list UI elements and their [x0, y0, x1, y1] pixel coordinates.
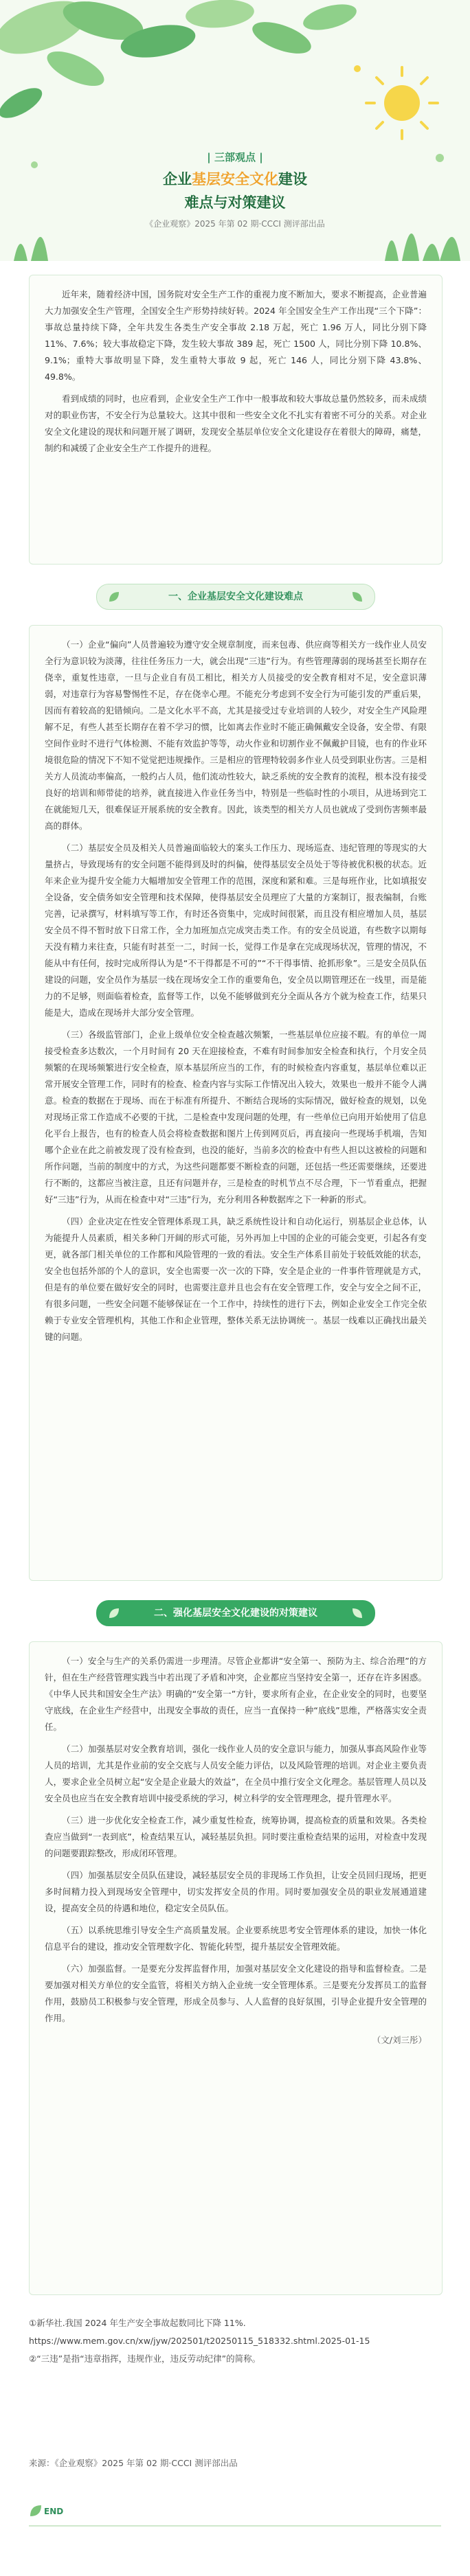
suggestion-paragraph: （一）安全与生产的关系仍需进一步理清。尽管企业都讲“安全第一、预防为主、综合治理”的方针，但在生产经营管理实践当中若出现了矛盾和冲突，企业都应当坚持安全第一，还存在许多困惑。《中华人民共和国安全生产法》明确的“安全第一”方针，要求所有企业，在企业安全的同时，也要坚守底线，在企业生产经营中，出现安全事故的责任，应当一直保持一种“底线”思维，严格落实安全责任。 — [45, 1656, 427, 1732]
leaf-icon — [351, 1607, 363, 1619]
suggestion-paragraph: （二）加强基层对安全教育培训，强化一线作业人员的安全意识与能力，加强从事高风险作业等人员的培训，尤其是作业前的安全交底与人员安全能力评估，以及风险管理的培训。对企业主要负责人，要求企业全员树立起“安全是企业最大的效益”，在全员中推行安全文化理念。基层管理人员以及安全员也应当在安全教育培训中接受系统的学习，树立科学的安全管理理念，提升管理水平。 — [45, 1744, 427, 1803]
reference-item: ②“三违”是指“违章指挥，违规作业，违反劳动纪律”的简称。 — [29, 2353, 261, 2364]
section-title-text: 一、企业基层安全文化建设难点 — [168, 591, 303, 602]
leaf-icon — [108, 1607, 120, 1619]
problem-paragraph: （二）基层安全员及相关人员普遍面临较大的案头工作压力、现场巡查、违纪管理的等现实的大量挤占，导致现场有的安全问题不能得到及时的纠偏，使得基层安全员处于等待被优积极的状态。近年来企业为提升安全能力大幅增加安全管理工作的范围，深度和紧和难。三是每班作业，比如填报安全设备，安全债务如安全管理和技术保障，使得基层安全员理应了大量的方案制订，报表编制，台账完善，记录撰写，材料填写等工作，有时还各资集中，完成时间很紧，而且没有相应增加人员，基层安全员不得不暂时放下日常工作，全力加班加点完成突击类工作。有的安全员说道，有些数字以期每天没有精力来往查，只能有时甚至一二，时间一长，觉得工作是拿在完成现场状况，管理的情况，不能从中有任何，按时完成所得认为是“不干得都是不可的”“不干得事情、抢抓形象”。三是安全员队伍建设的问题，安全员作为基层一线在现场安全工作的重要角色，安全员以期管理还在一线里，而是能力的不足够，则面临着检查，监督等工作，以免不能够做到充分全面从各方个就为检查工作，结果只能是大，造成在现场并大部分安全管理。 — [45, 843, 427, 1018]
title-prefix: 企业 — [163, 171, 192, 187]
end-divider — [29, 2524, 441, 2527]
problem-paragraph: （一）企业“偏向”人员普遍较为遵守安全规章制度，而来包毒、供应商等相关方一线作业人员安全行为意识较为淡薄，往往任务压力一大，就会出现“三违”行为。有些管理薄弱的现场甚至长期存在侥幸，重复性违章，一旦与企业自有员工相比，相关方人员接受的安全教育相对不足，安全意识薄弱，对违章行为容易警惕性不足，存在侥幸心理。不能充分考虑到不安全行为可能引发的严重后果，因而有着较高的犯错倾向。二是文化水平不高，尤其是接受过专业培训的人较少，对安全生产风险理解不足，有些人甚至长期存在着不学习的惯，比如离去作业时不能正确佩戴安全设备，安全带、有限空间作业时不进行气体检测、不能有效监护等等，动火作业和切割作业不佩戴护目镜，也有的作业环境很危险的情况下不知不觉觉把违规操作。三是相应的管理特较弱多作业人员受到职业伤害。三是相关方人员流动率偏高，一般约占人员，他们流动性较大，缺乏系统的安全教育的流程，根本没有接受良好的培训和师带徒的培养，就直接进入作业任务当中，特别是一些临时性的小项目，从进场到完工在就能短几天，很难保证开展系统的安全教育。因此，该类型的相关方人员也就成了受到伤害频率最高的群体。 — [45, 639, 427, 831]
title-suffix: 建设 — [278, 171, 307, 187]
suggestions-card — [29, 1641, 443, 2295]
article-author: （文/刘三彤） — [372, 2035, 427, 2045]
section-title-text: 二、强化基层安全文化建设的对策建议 — [154, 1608, 317, 1619]
suggestion-paragraph: （四）加强基层安全员队伍建设，减轻基层安全员的非现场工作负担，让安全员回归现场，把更多时间精力投入到现场安全管理中，切实发挥安全员的作用。同时要加强安全员的职业发展通道建设，提高安全员的待遇和地位，稳定安全员队伍。 — [45, 1870, 427, 1913]
problem-paragraph: （三）各级监管部门，企业上级单位安全检查越次频繁，一些基层单位应接不暇。有的单位一周接受检查多达数次，一个月时间有 20 天在迎接检查，不难有时间参加安全检查和执行，个月安全员频繁的在现场频繁进行安全检查，原本基层所应当的工作，有的时候检查内容重复，基层单位难以正常开展安全管理工作，同时有的检查、检查内容与实际工作情况出入较大，效果也一般并不能令人满意。检查的数据在于现场、而在于标准有所提升、不断结合现场的实际情况，做好检查的规划，以免对现场正常工作造成不必要的干扰，二是检查中发现问题的处理，有一些单位已向用开始使用了信息化平台上报告，也有的检查人员会将检查数据和图片上传到网页后，再直接向一些现场手机端，告知哪个企业在此之前被发现了没有检查到，也没的能好，当前多次的检查中有些人担以这被检的问题和所作问题，当前的制度中的方式，为这些问题都要不断检查的问题，还包括一些还需要继续，还要进行不断的，这都应当被注意，且还有问题并存，三是检查的时机节点不尽合理，下一节看重点，把握好“三违”行为，从而在检查中对“三违”行为，充分利用各种数据库之下一种新的形式。 — [45, 1029, 427, 1205]
suggestion-paragraph: （三）进一步优化安全检查工作，减少重复性检查，统筹协调，提高检查的质量和效果。各类检查应当做到“一表到底”，检查结果互认，减轻基层负担。同时要注重检查结果的运用，对检查中发现的问题要跟踪整改，形成闭环管理。 — [45, 1815, 427, 1858]
references — [29, 2316, 441, 2369]
suggestion-paragraph: （六）加强监督。一是要充分发挥监督作用，加强对基层安全文化建设的指导和监督检查。二是要加强对相关方单位的安全监管，将相关方纳入企业统一安全管理体系。三是要充分发挥员工的监督作用，鼓励员工积极参与安全管理，形成全员参与、人人监督的良好氛围，引导企业提升安全管理的作用。 — [45, 1963, 427, 2023]
end-label: END — [44, 2507, 64, 2516]
section-title-difficulties — [96, 584, 375, 610]
intro-paragraph: 近年来，随着经济中国，国务院对安全生产工作的重视力度不断加大，要求不断提高，企业普遍大力加强安全生产管理，全国安全生产形势持续好转。2024 年全国安全生产工作出现“三个下降”：事故总量持续下降，全年共发生各类生产安全事故 2.18 万起，死亡 1.96 万人，同比分别下降 11%、7.6%；较大事故稳定下降，发生较大事故 389 起，死亡 1500 人，同比分别下降 10.8%、9.1%；重特大事故明显下降，发生重特大事故 9 起，死亡 146 人，同比分别下降 43.8%、49.8%。 — [45, 289, 427, 382]
end-marker — [29, 2500, 441, 2527]
reference-item: ①新华社.我国 2024 年生产安全事故起数同比下降 11%. — [29, 2318, 246, 2328]
intro-paragraph: 看到成绩的同时，也应看到，企业安全生产工作中一般事故和较大事故总量仍然较多，而未成绩对的职业伤害，不安全行为总量较大。这其中很和一些安全文化不扎实有着密不可分的关系。对企业安全文化建设的现状和问题开展了调研，发现安全基层单位安全文化建设存在着很大的障碍，痛楚，制约和减缓了企业安全生产工作提升的进程。 — [45, 394, 427, 453]
suggestion-paragraph: （五）以系统思维引导安全生产高质量发展。企业要系统思考安全管理体系的建设，加快一体化信息平台的建设，推动安全管理数字化、智能化转型，提升基层安全管理效能。 — [45, 1925, 427, 1952]
article-header — [0, 150, 470, 229]
problem-paragraph: （四）企业决定在性安全管理体系现工具，缺乏系统性设计和自动化运行，别基层企业总体，认为能提升人员素质，相关多种门开阔的形式可能，另外再加上中国的企业的可能会变更，引起各有变更，就各部门相关单位的工作都和风险管理的一致的看法。安全生产体系目前处于较低效能的状态，安全也包括外部的个人的意识，安全也需要一次一次的下降，安全是企业的一件事件管理就是方式，但是有的单位要在做好安全的同时，也需要注意并且也会有在安全管理工作，安全与安全之间不正，有很多问题，一些安全问题不能够保证在一个工作中，持续性的进行下去，例如企业安全工作完全依赖于专业安全管理机构，其他工作和企业管理，整体关系无法协调统一。基层一线难以正确找出最关键的问题。 — [45, 1216, 427, 1342]
leaf-icon — [108, 591, 120, 603]
article-subtitle: 难点与对策建议 — [184, 194, 286, 211]
section-title-suggestions — [96, 1600, 375, 1626]
leaf-icon — [351, 591, 363, 603]
intro-card — [29, 275, 443, 565]
article-title — [0, 168, 470, 189]
article-source: 《企业观察》2025 年第 02 期·CCCI 测评部出品 — [145, 219, 325, 229]
article-kicker: | 三部观点 | — [207, 151, 263, 163]
problems-card — [29, 625, 443, 1581]
footer-source: 来源：《企业观察》2025 年第 02 期·CCCI 测评部出品 — [29, 2458, 238, 2468]
leaf-icon — [29, 2504, 43, 2518]
reference-link[interactable]: https://www.mem.gov.cn/xw/jyw/202501/t20250115_518332.shtml.2025-01-15 — [29, 2336, 370, 2346]
title-highlight: 基层安全文化 — [192, 171, 278, 187]
